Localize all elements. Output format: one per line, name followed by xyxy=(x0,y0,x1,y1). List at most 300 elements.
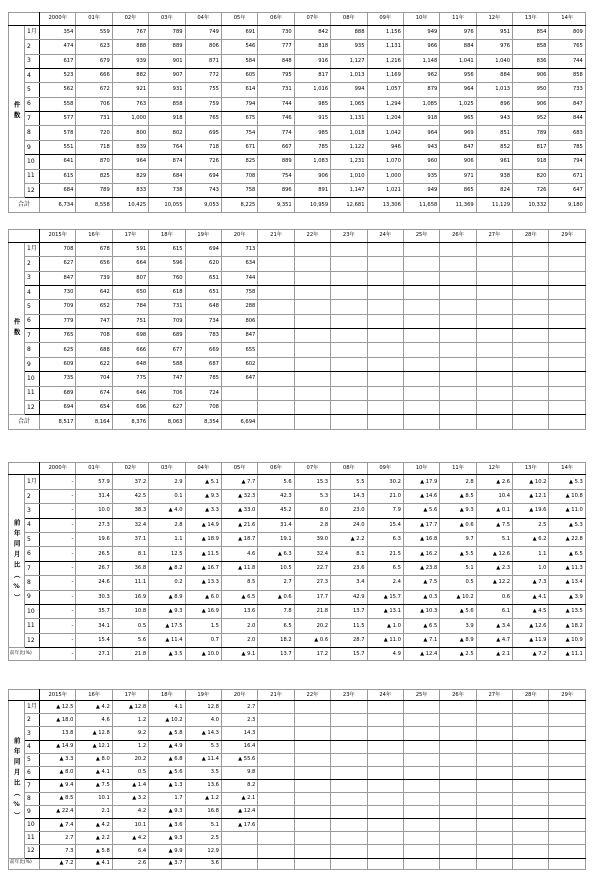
data-cell: 713 xyxy=(221,242,257,256)
data-cell: 706 xyxy=(76,97,112,111)
year-header: 2000年 xyxy=(40,463,76,475)
data-cell: 10.4 xyxy=(476,489,512,503)
data-cell: ▲ 5.6 xyxy=(403,504,439,518)
data-cell: 14.3 xyxy=(331,489,367,503)
data-cell: 651 xyxy=(185,271,221,285)
data-cell xyxy=(476,300,512,314)
data-cell xyxy=(403,701,439,714)
data-cell: 956 xyxy=(440,68,476,82)
data-cell: 648 xyxy=(112,357,148,371)
data-cell: ▲ 17.7 xyxy=(403,518,439,532)
data-cell: 5.5 xyxy=(331,475,367,489)
data-cell xyxy=(513,285,549,299)
month-label: 9 xyxy=(25,590,40,604)
data-cell: ▲ 8.2 xyxy=(149,561,185,575)
data-cell: ▲ 16.7 xyxy=(185,561,221,575)
data-cell xyxy=(367,401,403,415)
data-cell xyxy=(331,285,367,299)
data-cell: ▲ 8.9 xyxy=(440,633,476,648)
data-cell: 4.6 xyxy=(221,547,257,561)
data-cell: ▲ 5.5 xyxy=(440,547,476,561)
data-cell: 2.1 xyxy=(76,806,112,819)
data-cell xyxy=(549,257,585,271)
total-cell xyxy=(367,858,403,869)
data-cell xyxy=(513,300,549,314)
data-cell xyxy=(476,314,512,328)
total-cell: 10,959 xyxy=(294,198,330,213)
data-cell: 578 xyxy=(40,126,76,140)
year-header: 23年 xyxy=(331,690,367,701)
data-cell: 874 xyxy=(149,155,185,169)
data-cell: 763 xyxy=(112,97,148,111)
data-cell: 935 xyxy=(403,169,439,183)
data-cell: ▲ 55.6 xyxy=(221,753,257,766)
table-counts-2000 xyxy=(8,12,586,213)
year-header: 05年 xyxy=(221,463,257,475)
data-cell: 833 xyxy=(112,184,148,198)
month-label: 6 xyxy=(25,766,40,779)
data-cell: 42.5 xyxy=(112,489,148,503)
data-cell: 1.2 xyxy=(112,714,148,727)
month-label: 10 xyxy=(25,605,40,619)
row-group-label: 件数 xyxy=(9,242,25,415)
year-header: 16年 xyxy=(76,230,112,243)
data-cell: 5.3 xyxy=(185,740,221,753)
total-cell: 11,129 xyxy=(476,198,512,213)
data-cell: 7.3 xyxy=(40,845,76,858)
data-cell: 935 xyxy=(331,40,367,54)
data-cell: 1.7 xyxy=(149,792,185,805)
data-cell: 672 xyxy=(76,83,112,97)
data-cell xyxy=(367,357,403,371)
data-cell: - xyxy=(40,547,76,561)
data-cell: - xyxy=(40,504,76,518)
data-cell xyxy=(294,242,330,256)
corner-cell xyxy=(9,690,40,701)
month-label: 7 xyxy=(25,561,40,575)
month-label: 3 xyxy=(25,727,40,740)
data-cell xyxy=(440,401,476,415)
data-cell: 584 xyxy=(221,54,257,68)
data-cell: ▲ 4.1 xyxy=(76,766,112,779)
data-cell xyxy=(258,401,294,415)
data-cell: 9.8 xyxy=(221,766,257,779)
data-cell: ▲ 16.8 xyxy=(403,533,439,547)
table-row xyxy=(9,590,586,604)
data-cell xyxy=(549,343,585,357)
data-cell: 22.7 xyxy=(294,561,330,575)
data-cell xyxy=(331,401,367,415)
data-cell: ▲ 8.9 xyxy=(149,590,185,604)
total-row xyxy=(9,858,586,869)
data-cell: ▲ 13.5 xyxy=(549,605,585,619)
data-cell: 13.6 xyxy=(185,779,221,792)
total-cell: ▲ 4.1 xyxy=(76,858,112,869)
total-cell xyxy=(513,415,549,430)
table-row xyxy=(9,533,586,547)
total-cell: - xyxy=(40,648,76,661)
data-cell: 760 xyxy=(149,271,185,285)
total-cell: ▲ 2.1 xyxy=(476,648,512,661)
total-cell: 8,376 xyxy=(112,415,148,430)
data-cell: 8.2 xyxy=(221,779,257,792)
data-cell xyxy=(403,401,439,415)
table-row xyxy=(9,504,586,518)
data-cell xyxy=(549,300,585,314)
data-cell: 16.9 xyxy=(112,590,148,604)
year-header: 24年 xyxy=(367,690,403,701)
data-cell: 634 xyxy=(221,257,257,271)
month-label: 8 xyxy=(25,576,40,590)
total-cell xyxy=(294,858,330,869)
data-cell: ▲ 4.0 xyxy=(149,504,185,518)
data-cell xyxy=(549,806,585,819)
table-row xyxy=(9,126,586,140)
data-cell: 888 xyxy=(331,25,367,39)
data-cell: 623 xyxy=(76,40,112,54)
data-cell: 654 xyxy=(76,401,112,415)
data-cell: 591 xyxy=(112,242,148,256)
data-cell: 674 xyxy=(76,386,112,400)
data-cell: 6.5 xyxy=(367,561,403,575)
year-header: 27年 xyxy=(476,690,512,701)
data-cell: ▲ 7.7 xyxy=(221,475,257,489)
data-cell xyxy=(403,779,439,792)
data-cell: 767 xyxy=(112,25,148,39)
total-cell: 10,425 xyxy=(112,198,148,213)
data-cell xyxy=(476,357,512,371)
data-cell: ▲ 18.0 xyxy=(40,714,76,727)
total-cell xyxy=(294,415,330,430)
data-cell: 7.8 xyxy=(258,605,294,619)
data-cell xyxy=(476,792,512,805)
data-cell xyxy=(513,314,549,328)
data-cell: 836 xyxy=(513,54,549,68)
data-cell: ▲ 18.2 xyxy=(549,619,585,633)
total-cell: 4.9 xyxy=(367,648,403,661)
data-cell: 5.6 xyxy=(112,633,148,648)
year-header: 25年 xyxy=(403,230,439,243)
data-cell: 648 xyxy=(185,300,221,314)
data-cell: 844 xyxy=(549,112,585,126)
data-cell: 2.0 xyxy=(221,619,257,633)
table-row xyxy=(9,489,586,503)
year-header: 12年 xyxy=(476,13,512,26)
data-cell xyxy=(513,819,549,832)
year-header: 03年 xyxy=(149,13,185,26)
total-row xyxy=(9,648,586,661)
table-row xyxy=(9,845,586,858)
data-cell: ▲ 22.8 xyxy=(549,533,585,547)
data-cell: ▲ 12.6 xyxy=(476,547,512,561)
data-cell: 848 xyxy=(258,54,294,68)
data-cell: ▲ 4.2 xyxy=(76,701,112,714)
data-cell: 656 xyxy=(76,257,112,271)
total-cell xyxy=(403,415,439,430)
data-cell: ▲ 16.2 xyxy=(403,547,439,561)
total-cell: 10,332 xyxy=(513,198,549,213)
total-row xyxy=(9,198,586,213)
data-cell: 733 xyxy=(549,83,585,97)
corner-cell xyxy=(9,463,40,475)
data-cell: 26.7 xyxy=(76,561,112,575)
data-cell: 615 xyxy=(40,169,76,183)
data-cell xyxy=(403,257,439,271)
data-cell: ▲ 10.2 xyxy=(440,590,476,604)
table-row xyxy=(9,792,586,805)
data-cell: ▲ 21.6 xyxy=(221,518,257,532)
data-cell: ▲ 0.1 xyxy=(476,504,512,518)
data-cell: 0.5 xyxy=(440,576,476,590)
table-row xyxy=(9,576,586,590)
data-cell: 817 xyxy=(513,140,549,154)
data-cell xyxy=(294,285,330,299)
year-header: 19年 xyxy=(185,230,221,243)
data-cell: 8.5 xyxy=(221,576,257,590)
data-cell xyxy=(331,806,367,819)
data-cell: 19.6 xyxy=(76,533,112,547)
data-cell: 10.1 xyxy=(76,792,112,805)
year-header: 28年 xyxy=(513,230,549,243)
data-cell: 6.4 xyxy=(112,845,148,858)
data-cell: 962 xyxy=(403,68,439,82)
data-cell: 10.0 xyxy=(76,504,112,518)
total-cell xyxy=(513,858,549,869)
month-label: 11 xyxy=(25,619,40,633)
data-cell: 871 xyxy=(185,54,221,68)
data-cell: 824 xyxy=(476,184,512,198)
table-row xyxy=(9,832,586,845)
data-cell: 884 xyxy=(440,40,476,54)
table-row xyxy=(9,97,586,111)
data-cell: 0.7 xyxy=(185,633,221,648)
data-cell: 2.0 xyxy=(221,633,257,648)
data-cell: 0.5 xyxy=(112,766,148,779)
data-cell xyxy=(476,257,512,271)
data-cell: 615 xyxy=(149,242,185,256)
year-header: 24年 xyxy=(367,230,403,243)
data-cell xyxy=(440,819,476,832)
table-row xyxy=(9,314,586,328)
data-cell: 18.2 xyxy=(258,633,294,648)
total-cell: 8,517 xyxy=(40,415,76,430)
data-cell: 39.0 xyxy=(294,533,330,547)
data-cell: 901 xyxy=(149,54,185,68)
total-cell: 2.6 xyxy=(112,858,148,869)
data-cell: 5.6 xyxy=(258,475,294,489)
data-cell: ▲ 5.6 xyxy=(440,605,476,619)
data-cell xyxy=(513,806,549,819)
data-cell xyxy=(367,792,403,805)
data-cell xyxy=(331,819,367,832)
data-cell: 679 xyxy=(76,54,112,68)
data-cell: 906 xyxy=(294,169,330,183)
month-label: 8 xyxy=(25,792,40,805)
data-cell: 622 xyxy=(76,357,112,371)
data-cell: 8.1 xyxy=(331,547,367,561)
data-cell: 689 xyxy=(149,329,185,343)
data-cell: 858 xyxy=(513,40,549,54)
table-yoy-2000 xyxy=(8,462,586,661)
data-cell: 0.1 xyxy=(149,489,185,503)
data-cell xyxy=(476,806,512,819)
data-cell: ▲ 6.0 xyxy=(185,590,221,604)
data-cell: 882 xyxy=(112,68,148,82)
data-cell: 678 xyxy=(76,242,112,256)
data-cell xyxy=(331,845,367,858)
data-cell: 16.8 xyxy=(185,806,221,819)
data-cell xyxy=(331,792,367,805)
month-label: 11 xyxy=(25,169,40,183)
data-cell: 718 xyxy=(76,140,112,154)
table-row xyxy=(9,68,586,82)
data-cell: ▲ 33.0 xyxy=(221,504,257,518)
data-cell: 744 xyxy=(549,54,585,68)
data-cell: 2.7 xyxy=(258,576,294,590)
table-row xyxy=(9,386,586,400)
month-label: 3 xyxy=(25,54,40,68)
year-header: 04年 xyxy=(185,13,221,26)
data-cell: 354 xyxy=(40,25,76,39)
data-cell xyxy=(294,386,330,400)
data-cell: 12.8 xyxy=(185,701,221,714)
data-cell: ▲ 12.4 xyxy=(221,806,257,819)
data-cell: 9.7 xyxy=(440,533,476,547)
month-label: 7 xyxy=(25,779,40,792)
data-cell: 918 xyxy=(149,112,185,126)
data-cell: 1,294 xyxy=(367,97,403,111)
table-row xyxy=(9,740,586,753)
data-cell xyxy=(403,343,439,357)
data-cell xyxy=(403,832,439,845)
data-cell xyxy=(440,271,476,285)
data-cell: 1,013 xyxy=(476,83,512,97)
data-cell xyxy=(367,300,403,314)
data-cell: ▲ 11.4 xyxy=(149,633,185,648)
data-cell xyxy=(513,727,549,740)
data-cell: 1,216 xyxy=(367,54,403,68)
data-cell: ▲ 8.0 xyxy=(40,766,76,779)
data-cell: ▲ 4.7 xyxy=(476,633,512,648)
data-cell xyxy=(513,701,549,714)
data-cell: 785 xyxy=(185,372,221,386)
data-cell: ▲ 6.5 xyxy=(403,619,439,633)
data-cell: 817 xyxy=(294,68,330,82)
data-cell xyxy=(258,806,294,819)
year-header: 01年 xyxy=(76,13,112,26)
data-cell xyxy=(331,343,367,357)
data-cell: 30.3 xyxy=(76,590,112,604)
data-cell xyxy=(331,386,367,400)
data-cell xyxy=(221,845,257,858)
data-cell xyxy=(549,285,585,299)
month-label: 7 xyxy=(25,112,40,126)
data-cell: 1.0 xyxy=(513,561,549,575)
data-cell: 694 xyxy=(185,169,221,183)
data-cell: 784 xyxy=(112,300,148,314)
data-cell: ▲ 3.3 xyxy=(40,753,76,766)
data-cell: 691 xyxy=(221,25,257,39)
data-cell: 852 xyxy=(476,140,512,154)
data-cell xyxy=(440,257,476,271)
data-cell: ▲ 11.0 xyxy=(549,504,585,518)
data-cell: 650 xyxy=(112,285,148,299)
month-label: 11 xyxy=(25,832,40,845)
data-cell xyxy=(367,779,403,792)
data-cell xyxy=(549,357,585,371)
data-cell: 739 xyxy=(76,271,112,285)
data-cell: ▲ 3.9 xyxy=(549,590,585,604)
data-cell: ▲ 4.2 xyxy=(76,819,112,832)
data-cell xyxy=(258,300,294,314)
data-cell: 19.1 xyxy=(258,533,294,547)
data-cell xyxy=(476,766,512,779)
data-cell xyxy=(513,372,549,386)
month-label: 1月 xyxy=(25,701,40,714)
data-cell: ▲ 4.1 xyxy=(513,590,549,604)
year-header: 28年 xyxy=(513,690,549,701)
table-row xyxy=(9,633,586,648)
data-cell: 889 xyxy=(258,155,294,169)
data-cell: 802 xyxy=(149,126,185,140)
data-cell: 1,010 xyxy=(331,169,367,183)
data-cell: 847 xyxy=(549,97,585,111)
table-row xyxy=(9,184,586,198)
data-cell: ▲ 14.6 xyxy=(403,489,439,503)
data-cell: ▲ 17.5 xyxy=(149,619,185,633)
data-cell xyxy=(258,386,294,400)
year-header: 17年 xyxy=(112,230,148,243)
data-cell: 765 xyxy=(40,329,76,343)
total-cell: ▲ 2.5 xyxy=(440,648,476,661)
total-cell: 15.7 xyxy=(331,648,367,661)
data-cell xyxy=(513,779,549,792)
data-cell xyxy=(367,714,403,727)
data-cell: - xyxy=(40,489,76,503)
data-cell: 949 xyxy=(403,25,439,39)
month-label: 9 xyxy=(25,357,40,371)
data-cell xyxy=(258,753,294,766)
data-cell xyxy=(440,766,476,779)
data-cell: 758 xyxy=(221,285,257,299)
data-cell: ▲ 17.6 xyxy=(221,819,257,832)
table-row xyxy=(9,140,586,154)
data-cell: 1.5 xyxy=(185,619,221,633)
data-cell: 20.2 xyxy=(294,619,330,633)
data-cell xyxy=(258,343,294,357)
total-cell: 8,354 xyxy=(185,415,221,430)
data-cell: ▲ 9.4 xyxy=(40,779,76,792)
data-cell xyxy=(331,329,367,343)
table-row xyxy=(9,40,586,54)
data-cell: 724 xyxy=(185,386,221,400)
year-header: 25年 xyxy=(403,690,439,701)
year-header: 07年 xyxy=(294,463,330,475)
data-cell: 965 xyxy=(440,112,476,126)
data-cell: 1.1 xyxy=(149,533,185,547)
data-cell: 36.8 xyxy=(112,561,148,575)
data-cell: 1,016 xyxy=(294,83,330,97)
year-header: 08年 xyxy=(331,13,367,26)
data-cell: 641 xyxy=(40,155,76,169)
data-cell: 45.2 xyxy=(258,504,294,518)
data-cell: ▲ 8.0 xyxy=(76,753,112,766)
data-cell: 695 xyxy=(185,126,221,140)
data-cell xyxy=(221,401,257,415)
data-cell: 906 xyxy=(513,68,549,82)
data-cell: 2.8 xyxy=(294,518,330,532)
data-cell: 694 xyxy=(185,242,221,256)
